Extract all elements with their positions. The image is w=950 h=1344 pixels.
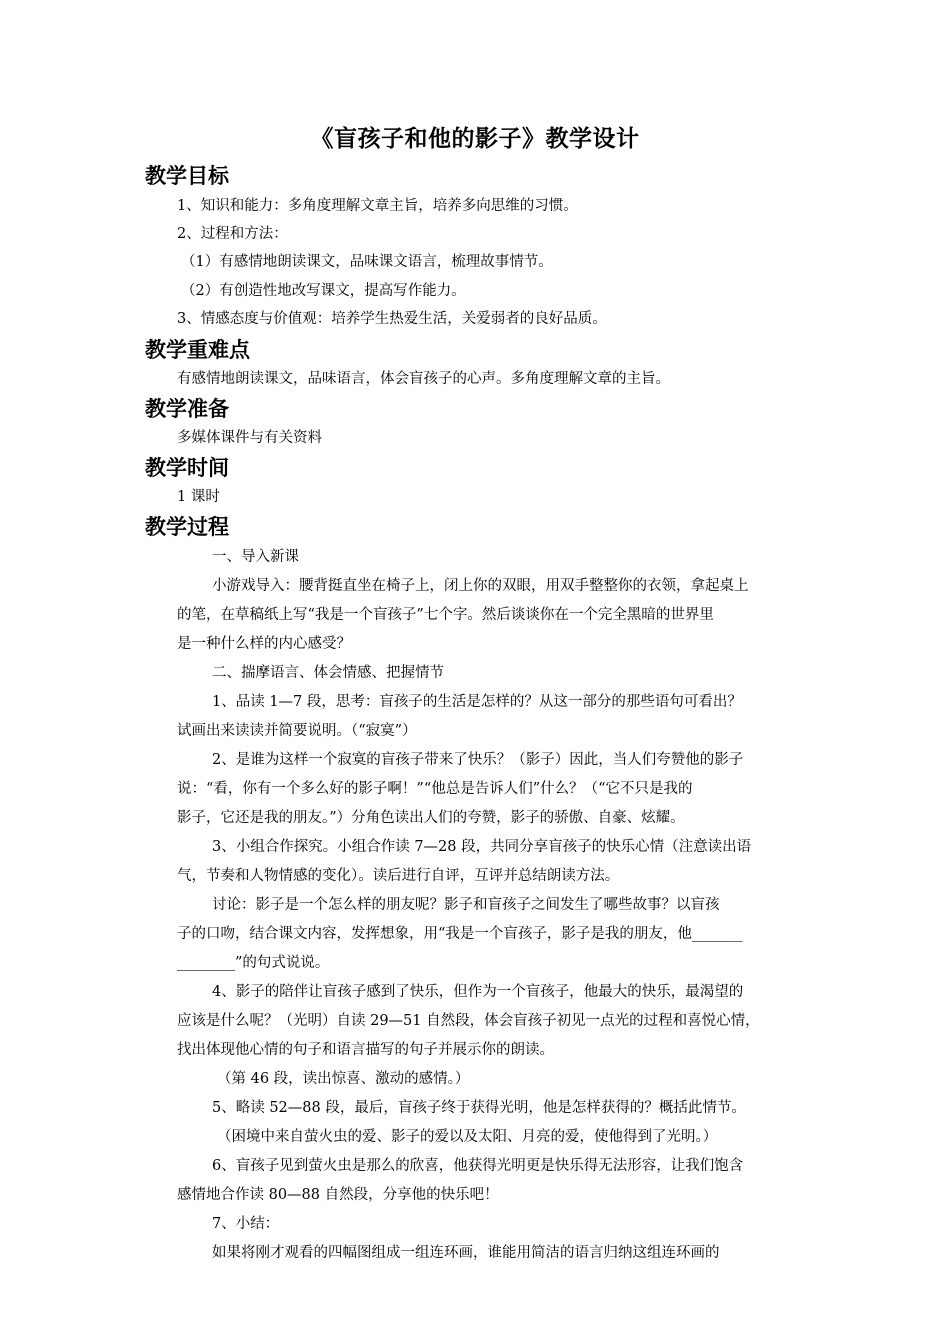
process-line: 试画出来读读并简要说明。（“寂寞”） xyxy=(177,723,417,739)
process-line: 找出体现他心情的句子和语言描写的句子并展示你的朗读。 xyxy=(177,1042,554,1058)
process-line: 感情地合作读 80—88 自然段，分享他的快乐吧！ xyxy=(177,1187,499,1203)
time-text: 1 课时 xyxy=(177,489,220,505)
process-line: ________”的句式说说。 xyxy=(177,955,330,971)
goal-item: （1）有感情地朗读课文，品味课文语言，梳理故事情节。 xyxy=(181,254,553,270)
process-line: 3、小组合作探究。小组合作读 7—28 段，共同分享盲孩子的快乐心情（注意读出语 xyxy=(212,839,752,855)
process-line: 7、小结： xyxy=(212,1216,280,1232)
process-line: 如果将刚才观看的四幅图组成一组连环画，谁能用简洁的语言归纳这组连环画的 xyxy=(212,1245,720,1261)
process-line: 一、导入新课 xyxy=(212,549,299,565)
process-line: （困境中来自萤火虫的爱、影子的爱以及太阳、月亮的爱，使他得到了光明。） xyxy=(217,1129,718,1145)
heading-process: 教学过程 xyxy=(145,515,229,539)
page-title: 《盲孩子和他的影子》教学设计 xyxy=(310,125,640,152)
process-line: 应该是什么呢？（光明）自读 29—51 自然段，体会盲孩子初见一点光的过程和喜悦心情， xyxy=(177,1013,760,1029)
process-line: 二、揣摩语言、体会情感、把握情节 xyxy=(212,665,444,681)
goal-item: （2）有创造性地改写课文，提高写作能力。 xyxy=(181,283,466,299)
heading-time: 教学时间 xyxy=(145,456,229,480)
process-line: 影子，它还是我的朋友。”）分角色读出人们的夸赞，影子的骄傲、自豪、炫耀。 xyxy=(177,810,685,826)
process-line: 2、是谁为这样一个寂寞的盲孩子带来了快乐？（影子）因此，当人们夸赞他的影子 xyxy=(212,752,744,768)
process-line: 讨论：影子是一个怎么样的朋友呢？影子和盲孩子之间发生了哪些故事？以盲孩 xyxy=(212,897,720,913)
process-line: （第 46 段，读出惊喜、激动的感情。） xyxy=(217,1071,470,1087)
process-line: 子的口吻，结合课文内容，发挥想象，用“我是一个盲孩子，影子是我的朋友，他_______ xyxy=(177,926,743,942)
process-line: 5、略读 52—88 段，最后，盲孩子终于获得光明，他是怎样获得的？概括此情节。 xyxy=(212,1100,746,1116)
process-line: 1、品读 1—7 段，思考：盲孩子的生活是怎样的？从这一部分的那些语句可看出？ xyxy=(212,694,742,710)
goal-item: 1、知识和能力：多角度理解文章主旨，培养多向思维的习惯。 xyxy=(177,198,578,214)
process-line: 小游戏导入：腰背挺直坐在椅子上，闭上你的双眼，用双手整整你的衣领，拿起桌上 xyxy=(212,578,749,594)
goal-item: 2、过程和方法： xyxy=(177,226,288,242)
key-points-text: 有感情地朗读课文，品味语言，体会盲孩子的心声。多角度理解文章的主旨。 xyxy=(177,371,670,387)
heading-preparation: 教学准备 xyxy=(145,397,229,421)
process-line: 是一种什么样的内心感受？ xyxy=(177,636,351,652)
process-line: 的笔，在草稿纸上写“我是一个盲孩子”七个字。然后谈谈你在一个完全黑暗的世界里 xyxy=(177,607,714,623)
heading-goals: 教学目标 xyxy=(145,164,229,188)
process-line: 气，节奏和人物情感的变化）。读后进行自评，互评并总结朗读方法。 xyxy=(177,868,620,884)
process-line: 说：“看，你有一个多么好的影子啊！”“他总是告诉人们”什么？（“它不只是我的 xyxy=(177,781,693,797)
process-body xyxy=(177,543,807,1268)
heading-key-points: 教学重难点 xyxy=(145,338,250,362)
process-line: 4、影子的陪伴让盲孩子感到了快乐，但作为一个盲孩子，他最大的快乐，最渴望的 xyxy=(212,984,744,1000)
process-line: 6、盲孩子见到萤火虫是那么的欣喜，他获得光明更是快乐得无法形容，让我们饱含 xyxy=(212,1158,744,1174)
preparation-text: 多媒体课件与有关资料 xyxy=(177,430,322,446)
goal-item: 3、情感态度与价值观：培养学生热爱生活，关爱弱者的良好品质。 xyxy=(177,311,607,327)
